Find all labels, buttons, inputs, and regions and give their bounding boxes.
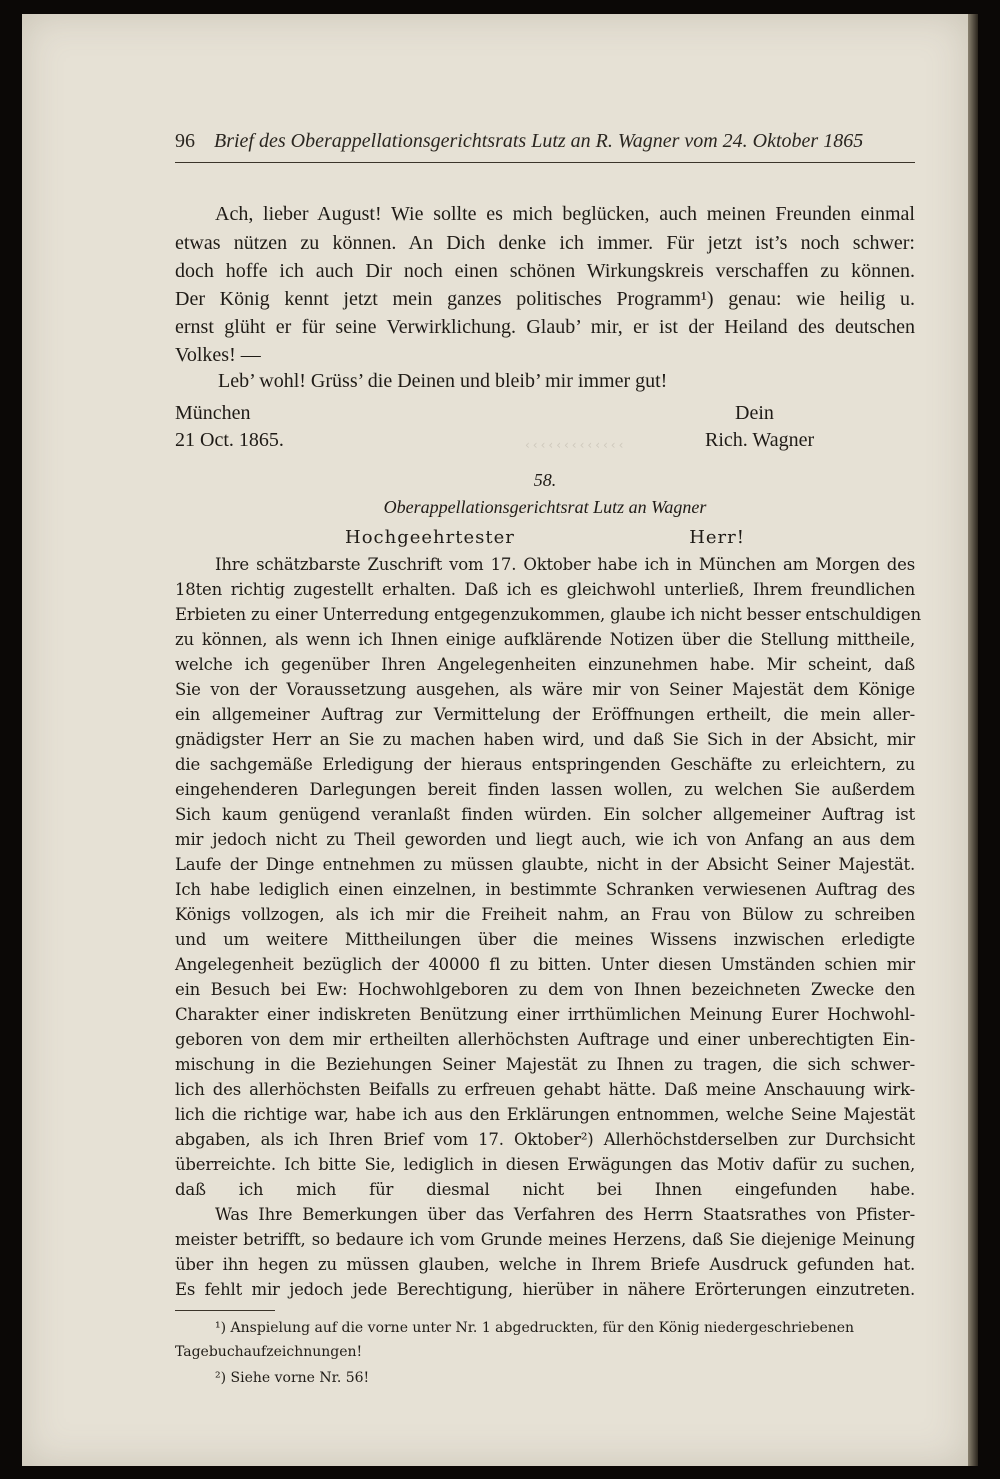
header-rule: [175, 162, 915, 163]
letter-line: Volkes! —: [175, 344, 261, 366]
text-line: Ihre schätzbarste Zuschrift vom 17. Oktober habe ich in München am Morgen des: [215, 555, 915, 574]
page-edge: [968, 14, 978, 1466]
letter-line: Leb’ wohl! Grüss’ die Deinen und bleib’ mir immer gut!: [218, 370, 668, 392]
running-title: Brief des Oberappellationsgerichtsrats Lutz an R. Wagner vom 24. Oktober 1865: [214, 130, 864, 152]
letter-place: München: [175, 402, 251, 424]
text-line: Ich habe lediglich einen einzelnen, in bestimmte Schranken verwiesenen Auftrag des: [175, 880, 915, 899]
text-line: gnädigster Herr an Sie zu machen haben wird, und daß Sie Sich in der Absicht, mir: [175, 730, 915, 749]
letter-date: 21 Oct. 1865.: [175, 429, 284, 451]
letter-line: ernst glüht er für seine Verwirklichung. Glaub’ mir, er ist der Heiland des deutschen: [175, 316, 915, 338]
text-line: und um weitere Mittheilungen über die meines Wissens inzwischen erledigte: [175, 930, 915, 949]
text-line: Sich kaum genügend veranlaßt finden würden. Ein solcher allgemeiner Auftrag ist: [175, 805, 915, 824]
text-line: zu können, als wenn ich Ihnen einige aufklärende Notizen über die Stellung mittheile,: [175, 630, 915, 649]
salutation: Hochgeehrtester Herr!: [345, 527, 745, 548]
text-line: mir jedoch nicht zu Theil geworden und liegt auch, wie ich von Anfang an aus dem: [175, 830, 915, 849]
text-line: lich die richtige war, habe ich aus den Erklärungen entnommen, welche Seine Majestät: [175, 1105, 915, 1124]
letter-line: Ach, lieber August! Wie sollte es mich beglücken, auch meinen Freunden einmal: [215, 203, 915, 225]
footnote: ²) Siehe vorne Nr. 56!: [215, 1370, 370, 1386]
text-line: lich des allerhöchsten Beifalls zu erfreuen gehabt hätte. Daß meine Anschauung wirk-: [175, 1080, 915, 1099]
text-line: daß ich mich für diesmal nicht bei Ihnen eingefunden habe.: [175, 1180, 915, 1199]
letter-closing: Dein: [735, 402, 774, 424]
text-line: eingehenderen Darlegungen bereit finden lassen wollen, zu welchen Sie außerdem: [175, 780, 915, 799]
footnote: ¹) Anspielung auf die vorne unter Nr. 1 abgedruckten, für den König niedergeschriebenen: [215, 1320, 855, 1336]
text-line: ein allgemeiner Auftrag zur Vermittelung der Eröffnungen ertheilt, die mein aller-: [175, 705, 915, 724]
text-line: Es fehlt mir jedoch jede Berechtigung, hierüber in nähere Erörterungen einzutreten.: [175, 1280, 915, 1299]
text-line: Königs vollzogen, als ich mir die Freiheit nahm, an Frau von Bülow zu schreiben: [175, 905, 915, 924]
text-line: Angelegenheit bezüglich der 40000 fl zu bitten. Unter diesen Umständen schien mir: [175, 955, 915, 974]
running-header: [175, 130, 915, 153]
text-line: mischung in die Beziehungen Seiner Majestät zu Ihnen zu tragen, die sich schwer-: [175, 1055, 915, 1074]
text-line: geboren von dem mir ertheilten allerhöchsten Auftrage und einer unberechtigten Ein-: [175, 1030, 915, 1049]
text-line: meister betrifft, so bedaure ich vom Grunde meines Herzens, daß Sie diejenige Meinung: [175, 1230, 915, 1249]
text-line: 18ten richtig zugestellt erhalten. Daß ich es gleichwohl unterließ, Ihrem freundlichen: [175, 580, 915, 599]
text-line: überreichte. Ich bitte Sie, lediglich in diesen Erwägungen das Motiv dafür zu suchen,: [175, 1155, 915, 1174]
text-line: die sachgemäße Erledigung der hieraus entspringenden Geschäfte zu erleichtern, zu: [175, 755, 915, 774]
text-line: Laufe der Dinge entnehmen zu müssen glaubte, nicht in der Absicht Seiner Majestät.: [175, 855, 915, 874]
text-line: abgaben, als ich Ihren Brief vom 17. Oktober²) Allerhöchstderselben zur Durchsicht: [175, 1130, 915, 1149]
footnote: Tagebuchaufzeichnungen!: [175, 1344, 363, 1360]
text-line: Sie von der Voraussetzung ausgehen, als wäre mir von Seiner Majestät dem Könige: [175, 680, 915, 699]
letter-signature: Rich. Wagner: [705, 429, 815, 451]
separator-marks: ‹‹‹‹‹‹‹‹‹‹‹‹‹: [525, 438, 627, 452]
letter-line: doch hoffe ich auch Dir noch einen schönen Wirkungskreis verschaffen zu können.: [175, 260, 915, 282]
letter-line: etwas nützen zu können. An Dich denke ich immer. Für jetzt ist’s noch schwer:: [175, 232, 915, 254]
text-line: Was Ihre Bemerkungen über das Verfahren des Herrn Staatsrathes von Pfister-: [215, 1205, 915, 1224]
text-line: über ihn hegen zu müssen glauben, welche in Ihrem Briefe Ausdruck gefunden hat.: [175, 1255, 915, 1274]
text-line: ein Besuch bei Ew: Hochwohlgeboren zu dem von Ihnen bezeichneten Zwecke den: [175, 980, 915, 999]
text-line: welche ich gegenüber Ihren Angelegenheiten einzunehmen habe. Mir scheint, daß: [175, 655, 915, 674]
text-line: Charakter einer indiskreten Benützung einer irrthümlichen Meinung Eurer Hochwohl-: [175, 1005, 915, 1024]
section-heading: Oberappellationsgerichtsrat Lutz an Wagner: [383, 497, 707, 517]
letter-line: Der König kennt jetzt mein ganzes politisches Programm¹) genau: wie heilig u.: [175, 288, 915, 310]
section-number: 58.: [533, 470, 557, 490]
text-line: Erbieten zu einer Unterredung entgegenzukommen, glaube ich nicht besser entschuldigen: [175, 605, 921, 624]
page-number: 96: [175, 130, 195, 152]
footnote-rule: [175, 1310, 275, 1311]
